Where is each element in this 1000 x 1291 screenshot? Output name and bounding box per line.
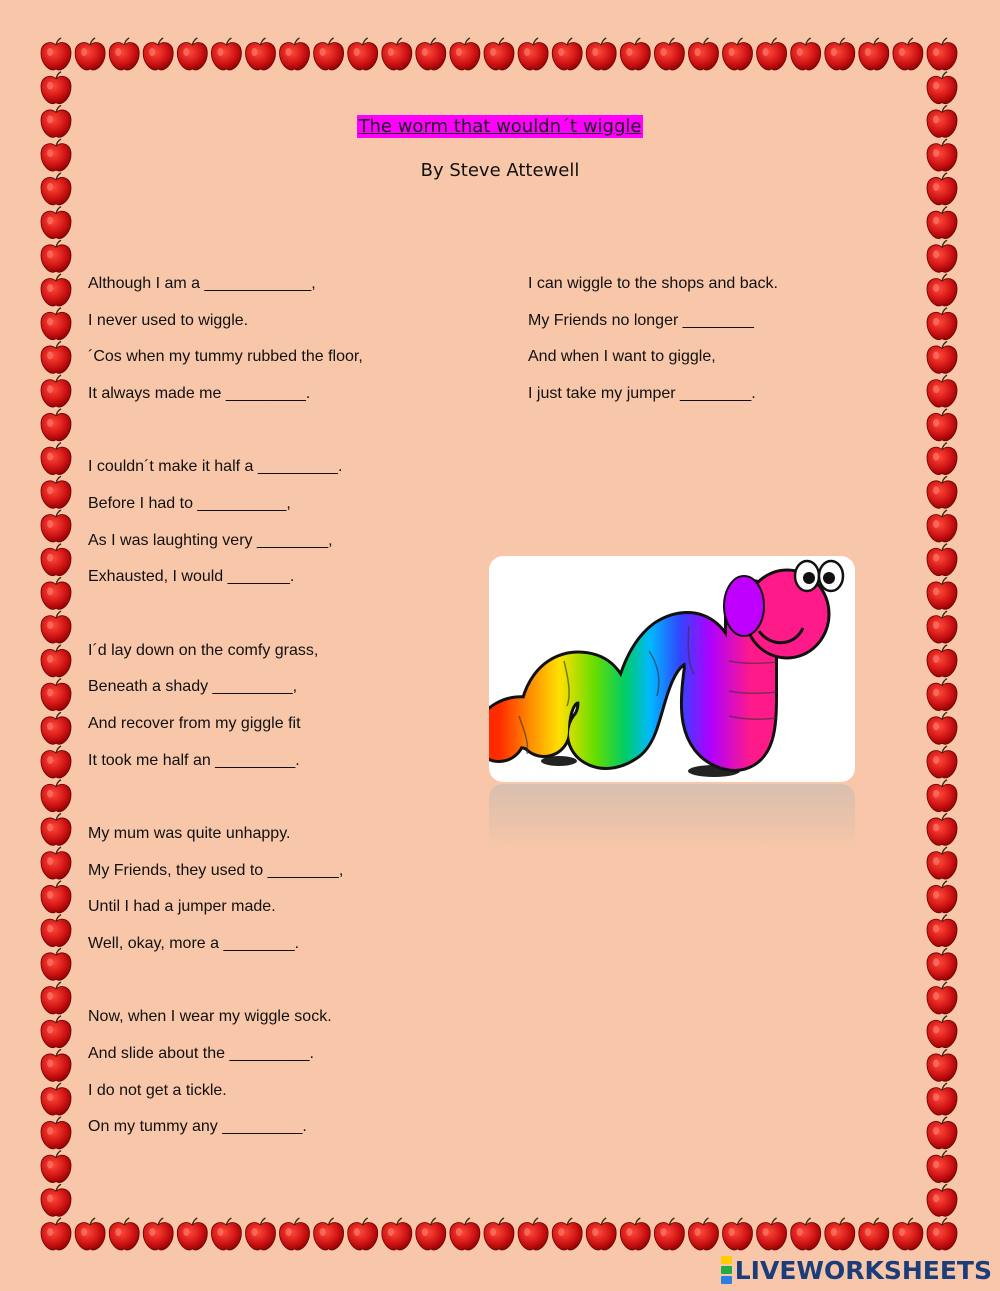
red-apple-icon — [927, 1117, 957, 1149]
red-apple-icon — [41, 847, 71, 879]
poem-line: It always made me _________. — [88, 385, 311, 402]
red-apple-icon — [41, 38, 71, 70]
red-apple-icon — [41, 409, 71, 441]
red-apple-icon — [654, 1218, 684, 1250]
red-apple-icon — [41, 375, 71, 407]
red-apple-icon — [689, 38, 719, 70]
red-apple-icon — [927, 679, 957, 711]
red-apple-icon — [450, 1218, 480, 1250]
red-apple-icon — [41, 577, 71, 609]
red-apple-icon — [109, 1218, 139, 1250]
red-apple-icon — [41, 982, 71, 1014]
red-apple-icon — [689, 1218, 719, 1250]
red-apple-icon — [211, 38, 241, 70]
red-apple-icon — [41, 881, 71, 913]
red-apple-icon — [41, 780, 71, 812]
red-apple-icon — [41, 476, 71, 508]
red-apple-icon — [41, 1117, 71, 1149]
red-apple-icon — [927, 780, 957, 812]
red-apple-icon — [859, 1218, 889, 1250]
red-apple-icon — [41, 611, 71, 643]
red-apple-icon — [927, 645, 957, 677]
red-apple-icon — [757, 1218, 787, 1250]
poem-line: Exhausted, I would _______. — [88, 568, 295, 585]
poem-line: I can wiggle to the shops and back. — [528, 275, 778, 292]
red-apple-icon — [927, 409, 957, 441]
red-apple-icon — [927, 982, 957, 1014]
poem-line: I just take my jumper ________. — [528, 385, 756, 402]
red-apple-icon — [825, 38, 855, 70]
red-apple-icon — [518, 1218, 548, 1250]
red-apple-icon — [723, 38, 753, 70]
red-apple-icon — [75, 38, 105, 70]
image-reflection — [489, 784, 855, 850]
red-apple-icon — [552, 1218, 582, 1250]
liveworksheets-logo — [721, 1255, 992, 1285]
poem-line: On my tummy any _________. — [88, 1118, 307, 1135]
poem-line: Beneath a shady _________, — [88, 678, 298, 695]
red-apple-icon — [927, 611, 957, 643]
red-apple-icon — [620, 1218, 650, 1250]
red-apple-icon — [927, 443, 957, 475]
red-apple-icon — [927, 510, 957, 542]
red-apple-icon — [927, 72, 957, 104]
red-apple-icon — [484, 38, 514, 70]
red-apple-icon — [41, 645, 71, 677]
rainbow-worm-icon — [489, 556, 855, 782]
red-apple-icon — [143, 1218, 173, 1250]
red-apple-icon — [41, 1049, 71, 1081]
red-apple-icon — [382, 38, 412, 70]
poem-line: I couldn´t make it half a _________. — [88, 458, 343, 475]
red-apple-icon — [41, 746, 71, 778]
red-apple-icon — [348, 1218, 378, 1250]
red-apple-icon — [757, 38, 787, 70]
red-apple-icon — [927, 1049, 957, 1081]
red-apple-icon — [314, 38, 344, 70]
red-apple-icon — [41, 308, 71, 340]
red-apple-icon — [41, 915, 71, 947]
worksheet-title: The worm that wouldn´t wiggle — [358, 116, 642, 137]
red-apple-icon — [41, 341, 71, 373]
poem-line: My mum was quite unhappy. — [88, 825, 291, 842]
red-apple-icon — [314, 1218, 344, 1250]
red-apple-icon — [41, 1184, 71, 1216]
poem-line: My Friends no longer ________ — [528, 312, 754, 329]
logo-text: LIVEWORKSHEETS — [734, 1255, 992, 1285]
red-apple-icon — [927, 375, 957, 407]
red-apple-icon — [791, 1218, 821, 1250]
poem-line: Now, when I wear my wiggle sock. — [88, 1008, 332, 1025]
poem-line: Before I had to __________, — [88, 495, 291, 512]
poem-line: My Friends, they used to ________, — [88, 862, 344, 879]
red-apple-icon — [927, 712, 957, 744]
red-apple-icon — [450, 38, 480, 70]
red-apple-icon — [41, 240, 71, 272]
red-apple-icon — [654, 38, 684, 70]
red-apple-icon — [416, 38, 446, 70]
red-apple-icon — [586, 38, 616, 70]
red-apple-icon — [41, 1016, 71, 1048]
worm-image — [489, 556, 855, 782]
red-apple-icon — [348, 38, 378, 70]
poem-line: And when I want to giggle, — [528, 348, 716, 365]
red-apple-icon — [927, 1218, 957, 1250]
red-apple-icon — [41, 443, 71, 475]
poem-line: I never used to wiggle. — [88, 312, 249, 329]
red-apple-icon — [41, 207, 71, 239]
red-apple-icon — [927, 544, 957, 576]
red-apple-icon — [177, 1218, 207, 1250]
red-apple-icon — [859, 38, 889, 70]
poem-line: I do not get a tickle. — [88, 1082, 227, 1099]
red-apple-icon — [552, 38, 582, 70]
red-apple-icon — [927, 1083, 957, 1115]
red-apple-icon — [586, 1218, 616, 1250]
red-apple-icon — [41, 510, 71, 542]
red-apple-icon — [927, 813, 957, 845]
red-apple-icon — [416, 1218, 446, 1250]
red-apple-icon — [280, 1218, 310, 1250]
poem-line: Although I am a ____________, — [88, 275, 316, 292]
red-apple-icon — [825, 1218, 855, 1250]
red-apple-icon — [927, 915, 957, 947]
logo-mark-icon — [721, 1255, 732, 1285]
author-line: By Steve Attewell — [420, 160, 580, 181]
red-apple-icon — [41, 72, 71, 104]
red-apple-icon — [109, 38, 139, 70]
red-apple-icon — [893, 38, 923, 70]
red-apple-icon — [927, 38, 957, 70]
red-apple-icon — [246, 38, 276, 70]
red-apple-icon — [518, 38, 548, 70]
red-apple-icon — [41, 679, 71, 711]
red-apple-icon — [927, 746, 957, 778]
red-apple-icon — [41, 813, 71, 845]
poem-line: Well, okay, more a ________. — [88, 935, 300, 952]
red-apple-icon — [927, 1016, 957, 1048]
red-apple-icon — [41, 1218, 71, 1250]
red-apple-icon — [927, 207, 957, 239]
red-apple-icon — [41, 1151, 71, 1183]
red-apple-icon — [927, 948, 957, 980]
red-apple-icon — [75, 1218, 105, 1250]
red-apple-icon — [927, 476, 957, 508]
poem-line: I´d lay down on the comfy grass, — [88, 642, 319, 659]
poem-line: ´Cos when my tummy rubbed the floor, — [88, 348, 363, 365]
red-apple-icon — [280, 38, 310, 70]
red-apple-icon — [927, 847, 957, 879]
poem-line: And slide about the _________. — [88, 1045, 314, 1062]
red-apple-icon — [484, 1218, 514, 1250]
red-apple-icon — [41, 712, 71, 744]
red-apple-icon — [927, 881, 957, 913]
red-apple-icon — [382, 1218, 412, 1250]
red-apple-icon — [723, 1218, 753, 1250]
red-apple-icon — [211, 1218, 241, 1250]
poem-line: It took me half an _________. — [88, 752, 300, 769]
red-apple-icon — [927, 240, 957, 272]
poem-line: Until I had a jumper made. — [88, 898, 276, 915]
red-apple-icon — [620, 38, 650, 70]
red-apple-icon — [927, 341, 957, 373]
red-apple-icon — [246, 1218, 276, 1250]
red-apple-icon — [41, 1083, 71, 1115]
red-apple-icon — [893, 1218, 923, 1250]
red-apple-icon — [927, 274, 957, 306]
red-apple-icon — [927, 1151, 957, 1183]
red-apple-icon — [41, 544, 71, 576]
red-apple-icon — [177, 38, 207, 70]
poem-line: As I was laughting very ________, — [88, 532, 333, 549]
red-apple-icon — [927, 1184, 957, 1216]
red-apple-icon — [143, 38, 173, 70]
poem-line: And recover from my giggle fit — [88, 715, 301, 732]
red-apple-icon — [927, 308, 957, 340]
red-apple-icon — [927, 577, 957, 609]
red-apple-icon — [41, 948, 71, 980]
red-apple-icon — [791, 38, 821, 70]
red-apple-icon — [41, 274, 71, 306]
